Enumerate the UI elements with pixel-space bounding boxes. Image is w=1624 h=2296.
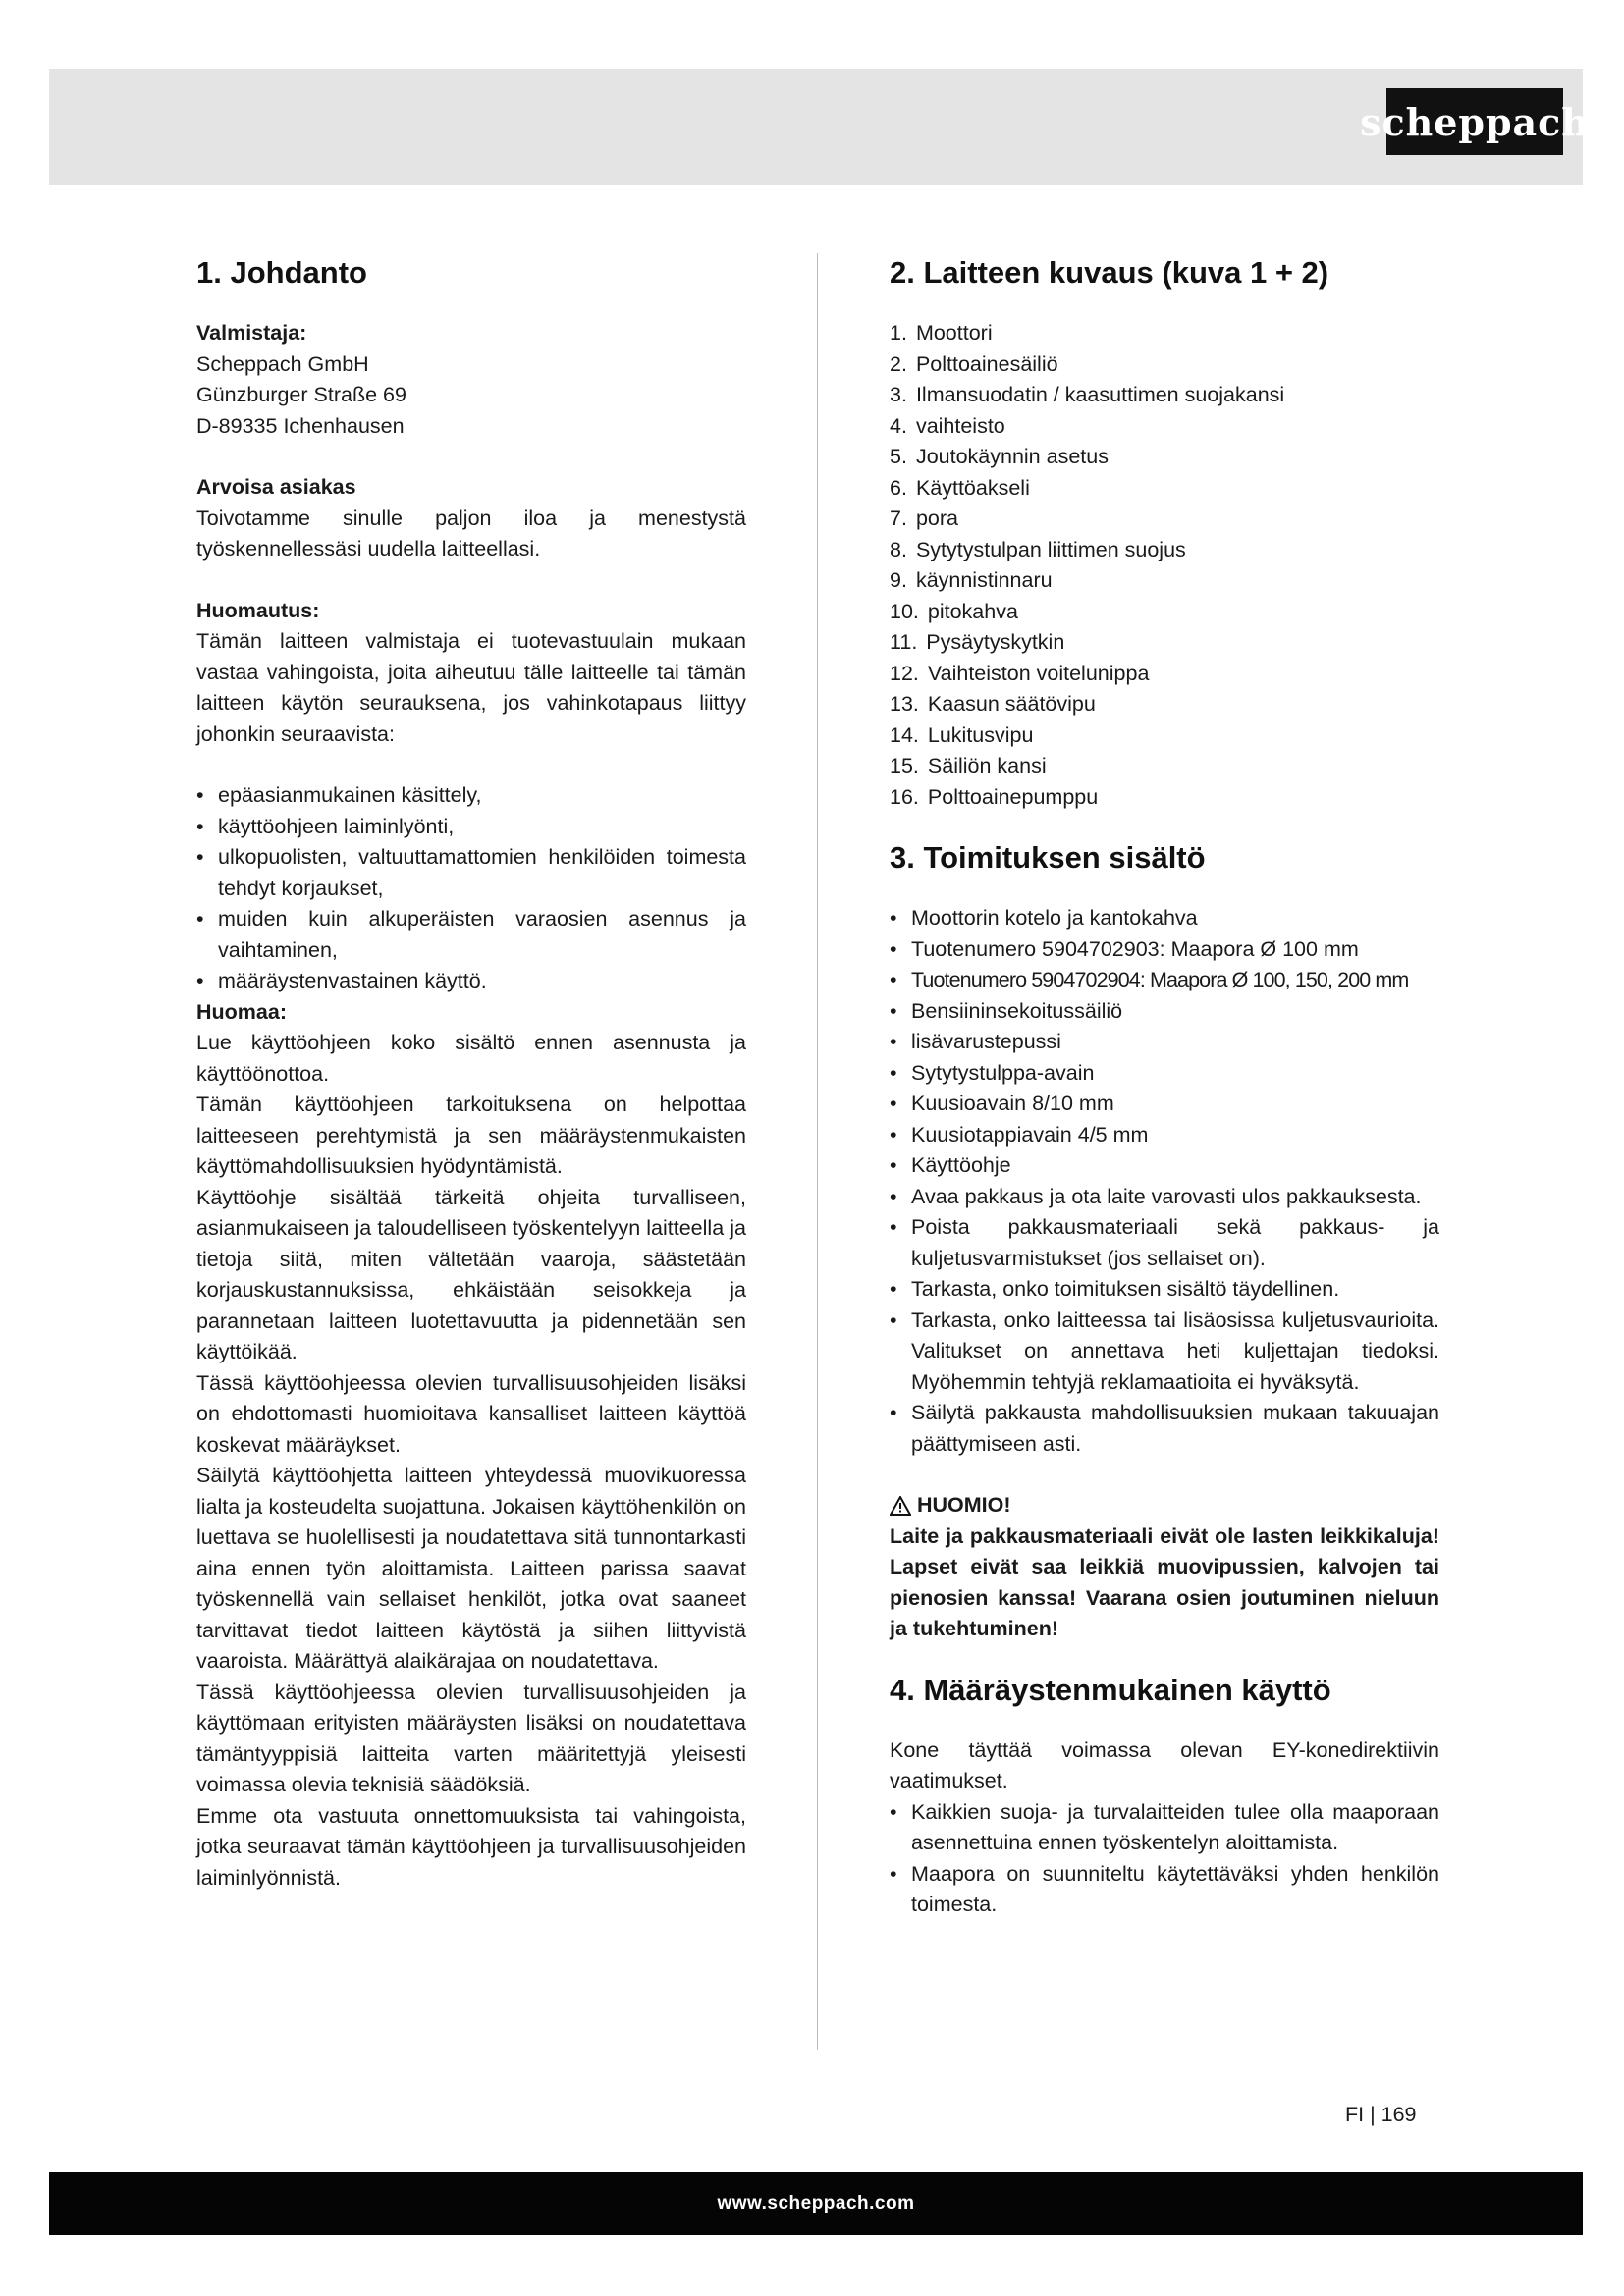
notice-paragraph: Säilytä käyttöohjetta laitteen yhteydessä muovikuoressa lialta ja kosteudelta suojattuna. Jokaisen käyttöhenkilön on luettava se huolellisesti ja noudatettava sitä tunnontarkasti aina ennen työn aloittamista. Laitteen parissa saavat työskennellä vain sellaiset henkilöt, jotka ovat saaneet tarvittavat tiedot laitteen käytöstä ja siihen liittyvistä vaaroista. Määrättyä alaikärajaa on noudatettava.: [196, 1464, 746, 1673]
list-item: [890, 349, 1439, 381]
list-item: • käyttöohjeen laiminlyönti,: [196, 812, 746, 843]
notice-paragraph: Tässä käyttöohjeessa olevien turvallisuusohjeiden ja käyttömaan erityisten määräysten lisäksi on noudatettava tämäntyyppisiä laitteita varten määritettyjä yleisesti voimassa olevia teknisiä säädöksiä.: [196, 1680, 746, 1796]
list-item: [890, 627, 1439, 659]
item-text: Kaasun säätövipu: [927, 692, 1096, 716]
warning-label: HUOMIO!: [917, 1493, 1011, 1517]
item-number: 2.: [890, 351, 907, 376]
item-number: 6.: [890, 475, 907, 500]
item-text: Pysäytyskytkin: [926, 630, 1065, 654]
item-number: 1.: [890, 321, 907, 345]
manufacturer-line: D-89335 Ichenhausen: [196, 413, 405, 438]
list-item: [890, 442, 1439, 473]
left-column: [196, 253, 746, 1894]
item-number: 5.: [890, 445, 907, 468]
notice-paragraph: Tämän käyttöohjeen tarkoituksena on helpottaa laitteeseen perehtymistä ja sen määräystenmukaisten käyttömahdollisuuksien hyödyntämistä.: [196, 1093, 746, 1178]
list-item: [890, 721, 1439, 752]
header-band: [49, 69, 1590, 185]
item-number: 7.: [890, 507, 907, 530]
item-number: 12.: [890, 661, 919, 685]
right-column: [890, 253, 1439, 1921]
item-text: käynnistinnaru: [915, 568, 1053, 592]
list-item: [890, 565, 1439, 597]
list-item: [890, 504, 1439, 535]
section-title-introduction: 1. Johdanto: [196, 255, 367, 290]
item-number: 14.: [890, 722, 919, 747]
page-number: FI | 169: [1345, 2103, 1417, 2126]
footer-band: [49, 2172, 1583, 2235]
intended-use-text: Kone täyttää voimassa olevan EY-konedirektiivin vaatimukset.: [890, 1737, 1439, 1792]
list-item: • Tarkasta, onko toimituksen sisältö täydellinen.: [890, 1274, 1439, 1306]
notice-block: [196, 997, 746, 1895]
item-text: Sytytystulpan liittimen suojus: [915, 537, 1186, 561]
note-text: Tämän laitteen valmistaja ei tuotevastuulain mukaan vastaa vahingoista, joita aiheutuu tälle laitteelle tai tämän laitteen käytön seurauksena, jos vahinkotapaus liittyy johonkin seuraavista:: [196, 629, 746, 746]
item-text: Vaihteiston voitelunippa: [927, 661, 1150, 685]
list-item: • Säilytä pakkausta mahdollisuuksien mukaan takuuajan päättymiseen asti.: [890, 1398, 1439, 1460]
note-block: [196, 596, 746, 751]
item-number: 11.: [890, 630, 918, 654]
note-bullet-list: [196, 780, 746, 997]
list-item: [890, 782, 1439, 814]
item-text: Joutokäynnin asetus: [915, 445, 1109, 468]
customer-text: Toivotamme sinulle paljon iloa ja menestystä työskennellessäsi uudella laitteellasi.: [196, 506, 746, 561]
list-item: • Kuusiotappiavain 4/5 mm: [890, 1120, 1439, 1151]
list-item: [890, 380, 1439, 411]
item-number: 8.: [890, 537, 907, 561]
list-item: • Tuotenumero 5904702903: Maapora Ø 100 mm: [890, 934, 1439, 966]
notice-paragraph: Käyttöohje sisältää tärkeitä ohjeita turvalliseen, asianmukaiseen ja taloudelliseen työskentelyyn laitteella ja tietoja siitä, miten vältetään vaaroja, säästetään korjauskustannuksissa, ehkäistään seisokkeja ja parannetaan laitteen luotettavuutta ja pidennetään sen käyttöikää.: [196, 1185, 746, 1363]
list-item: [890, 659, 1439, 690]
list-item: • epäasianmukainen käsittely,: [196, 780, 746, 812]
item-number: 13.: [890, 692, 919, 716]
manufacturer-line: Scheppach GmbH: [196, 351, 369, 376]
list-item: • Poista pakkausmateriaali sekä pakkaus- ja kuljetusvarmistukset (jos sellaiset on).: [890, 1212, 1439, 1274]
item-number: 4.: [890, 413, 907, 438]
manufacturer-line: Günzburger Straße 69: [196, 383, 406, 406]
list-item: • Bensiininsekoitussäiliö: [890, 996, 1439, 1028]
list-item: [890, 535, 1439, 566]
item-text: Polttoainepumppu: [927, 784, 1099, 809]
intended-use-list: [890, 1797, 1439, 1921]
item-number: 9.: [890, 568, 907, 592]
website-url: www.scheppach.com: [717, 2193, 915, 2214]
item-text: Säiliön kansi: [927, 754, 1047, 777]
item-text: Moottori: [915, 321, 993, 345]
notice-paragraph: Lue käyttöohjeen koko sisältö ennen asennusta ja käyttöönottoa.: [196, 1031, 746, 1086]
section-title-description: 2. Laitteen kuvaus (kuva 1 + 2): [890, 255, 1329, 290]
item-text: Polttoainesäiliö: [915, 351, 1058, 376]
list-item: • Tuotenumero 5904702904: Maapora Ø 100, 150, 200 mm: [890, 965, 1439, 996]
item-number: 15.: [890, 754, 919, 777]
column-divider: [817, 253, 818, 2050]
list-item: [890, 689, 1439, 721]
list-item: • Tarkasta, onko laitteessa tai lisäosissa kuljetusvaurioita. Valitukset on annettava heti kuljettajan tiedoksi. Myöhemmin tehtyjä reklamaatioita ei hyväksytä.: [890, 1306, 1439, 1399]
item-text: Käyttöakseli: [915, 475, 1030, 500]
list-item: [890, 751, 1439, 782]
item-text: pitokahva: [927, 599, 1018, 623]
customer-block: [196, 472, 746, 565]
item-number: 3.: [890, 383, 907, 406]
notice-label: Huomaa:: [196, 999, 287, 1024]
list-item: • määräystenvastainen käyttö.: [196, 966, 746, 997]
list-item: [890, 597, 1439, 628]
item-text: pora: [915, 507, 958, 530]
section-title-delivery: 3. Toimituksen sisältö: [890, 840, 1206, 875]
warning-text: Laite ja pakkausmateriaali eivät ole lasten leikkikaluja! Lapset eivät saa leikkiä muovipussien, kalvojen tai pienosien kanssa! Vaarana osien joutuminen nieluun ja tukehtuminen!: [890, 1523, 1439, 1640]
warning-heading: [890, 1490, 1439, 1522]
warning-triangle-icon: [890, 1496, 911, 1516]
list-item: [890, 411, 1439, 443]
delivery-items-list: [890, 903, 1439, 1182]
list-item: • Moottorin kotelo ja kantokahva: [890, 903, 1439, 934]
item-number: 10.: [890, 599, 919, 623]
note-label: Huomautus:: [196, 598, 320, 622]
item-text: Lukitusvipu: [927, 722, 1034, 747]
section-title-intended-use: 4. Määräystenmukainen käyttö: [890, 1672, 1331, 1707]
list-item: • Kaikkien suoja- ja turvalaitteiden tulee olla maaporaan asennettuina ennen työskentelyn aloittamista.: [890, 1797, 1439, 1859]
customer-label: Arvoisa asiakas: [196, 475, 356, 499]
list-item: [890, 473, 1439, 505]
list-item: • Sytytystulppa-avain: [890, 1058, 1439, 1090]
notice-paragraph: Tässä käyttöohjeessa olevien turvallisuusohjeiden lisäksi on ehdottomasti huomioitava kansalliset laitteen käyttöä koskevat määräykset.: [196, 1370, 746, 1457]
list-item: • Maapora on suunniteltu käytettäväksi yhden henkilön toimesta.: [890, 1859, 1439, 1921]
unpacking-steps-list: [890, 1182, 1439, 1461]
brand-logo: scheppach: [1386, 88, 1563, 155]
list-item: • Kuusioavain 8/10 mm: [890, 1089, 1439, 1120]
list-item: • lisävarustepussi: [890, 1027, 1439, 1058]
item-text: vaihteisto: [915, 413, 1005, 438]
notice-paragraph: Emme ota vastuuta onnettomuuksista tai vahingoista, jotka seuraavat tämän käyttöohjeen ja turvallisuusohjeiden laiminlyönnistä.: [196, 1803, 746, 1890]
list-item: [890, 318, 1439, 349]
manufacturer-block: [196, 318, 746, 442]
parts-list: [890, 318, 1439, 813]
list-item: • Käyttöohje: [890, 1150, 1439, 1182]
manufacturer-label: Valmistaja:: [196, 321, 307, 345]
list-item: • Avaa pakkaus ja ota laite varovasti ulos pakkauksesta.: [890, 1182, 1439, 1213]
list-item: • muiden kuin alkuperäisten varaosien asennus ja vaihtaminen,: [196, 904, 746, 966]
item-number: 16.: [890, 784, 919, 809]
item-text: Ilmansuodatin / kaasuttimen suojakansi: [915, 383, 1285, 406]
list-item: • ulkopuolisten, valtuuttamattomien henkilöiden toimesta tehdyt korjaukset,: [196, 842, 746, 904]
